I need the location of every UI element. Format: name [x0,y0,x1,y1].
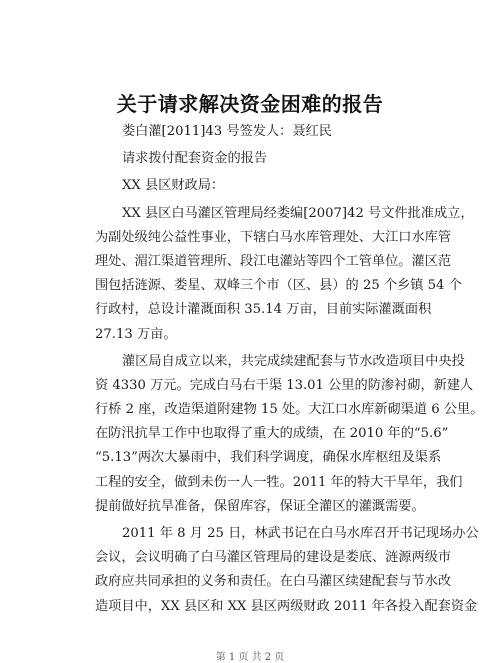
paragraph-line: 在防汛抗旱工作中也取得了重大的成绩，在 2010 年的“5.6” [95,426,449,442]
document-body [95,120,484,619]
paragraph-3 [95,522,479,619]
paragraph-line: 2011 年 8 月 25 日，林武书记在白马水库召开书记现场办公 [122,526,479,541]
paragraph-line: 提前做好抗旱准备，保留库容，保证全灌区的灌溉需要。 [95,498,425,514]
paragraph-line: 灌区局自成立以来，共完成续建配套与节水改造项目中央投 [122,353,465,369]
paragraph-line: 资 4330 万元。完成白马右干渠 13.01 公里的防渗衬砌，新建人 [95,377,474,393]
paragraph-line: 政府应共同承担的义务和责任。在白马灌区续建配套与节水改 [95,574,452,590]
paragraph-line: 造项目中，XX 县区和 XX 县区两级财政 2011 年各投入配套资金 [95,598,478,614]
header-line: 请求拨付配套资金的报告 [122,151,268,167]
header-line: 娄白灌[2011]43 号签发人：聂红民 [122,124,332,139]
paragraph-line: 行政村，总设计灌溉面积 35.14 万亩，目前实际灌溉面积 [95,302,432,318]
salutation: XX 县区财政局： [122,178,225,194]
paragraph-1 [95,202,474,347]
paragraph-line: 为副处级纯公益性事业，下辖白马水库管理处、大江口水库管 [95,229,452,245]
paragraph-line: 行桥 2 座，改造渠道附建物 15 处。大江口水库新砌渠道 6 公里。 [95,402,484,418]
paragraph-line: 27.13 万亩。 [95,326,177,342]
paragraph-line: 围包括涟源、娄星、双峰三个市（区、县）的 25 个乡镇 54 个 [95,278,462,294]
page-footer: 第 1 页 共 2 页 [215,652,285,663]
paragraph-line: 工程的安全，做到未伤一人一牲。2011 年的特大干旱年，我们 [95,474,463,490]
paragraph-line: 会议，会议明确了白马灌区管理局的建设是娄底、涟源两级市 [95,550,452,566]
paragraph-line: 理处、湄江渠道管理所、段江电灌站等四个工管单位。灌区范 [95,253,452,269]
paragraph-2 [95,350,484,519]
paragraph-line: XX 县区白马灌区管理局经娄编[2007]42 号文件批准成立， [122,205,474,221]
paragraph-line: “5.13”两次大暴雨中，我们科学调度，确保水库枢纽及渠系 [95,450,442,466]
document-title: 关于请求解决资金困难的报告 [116,92,384,116]
